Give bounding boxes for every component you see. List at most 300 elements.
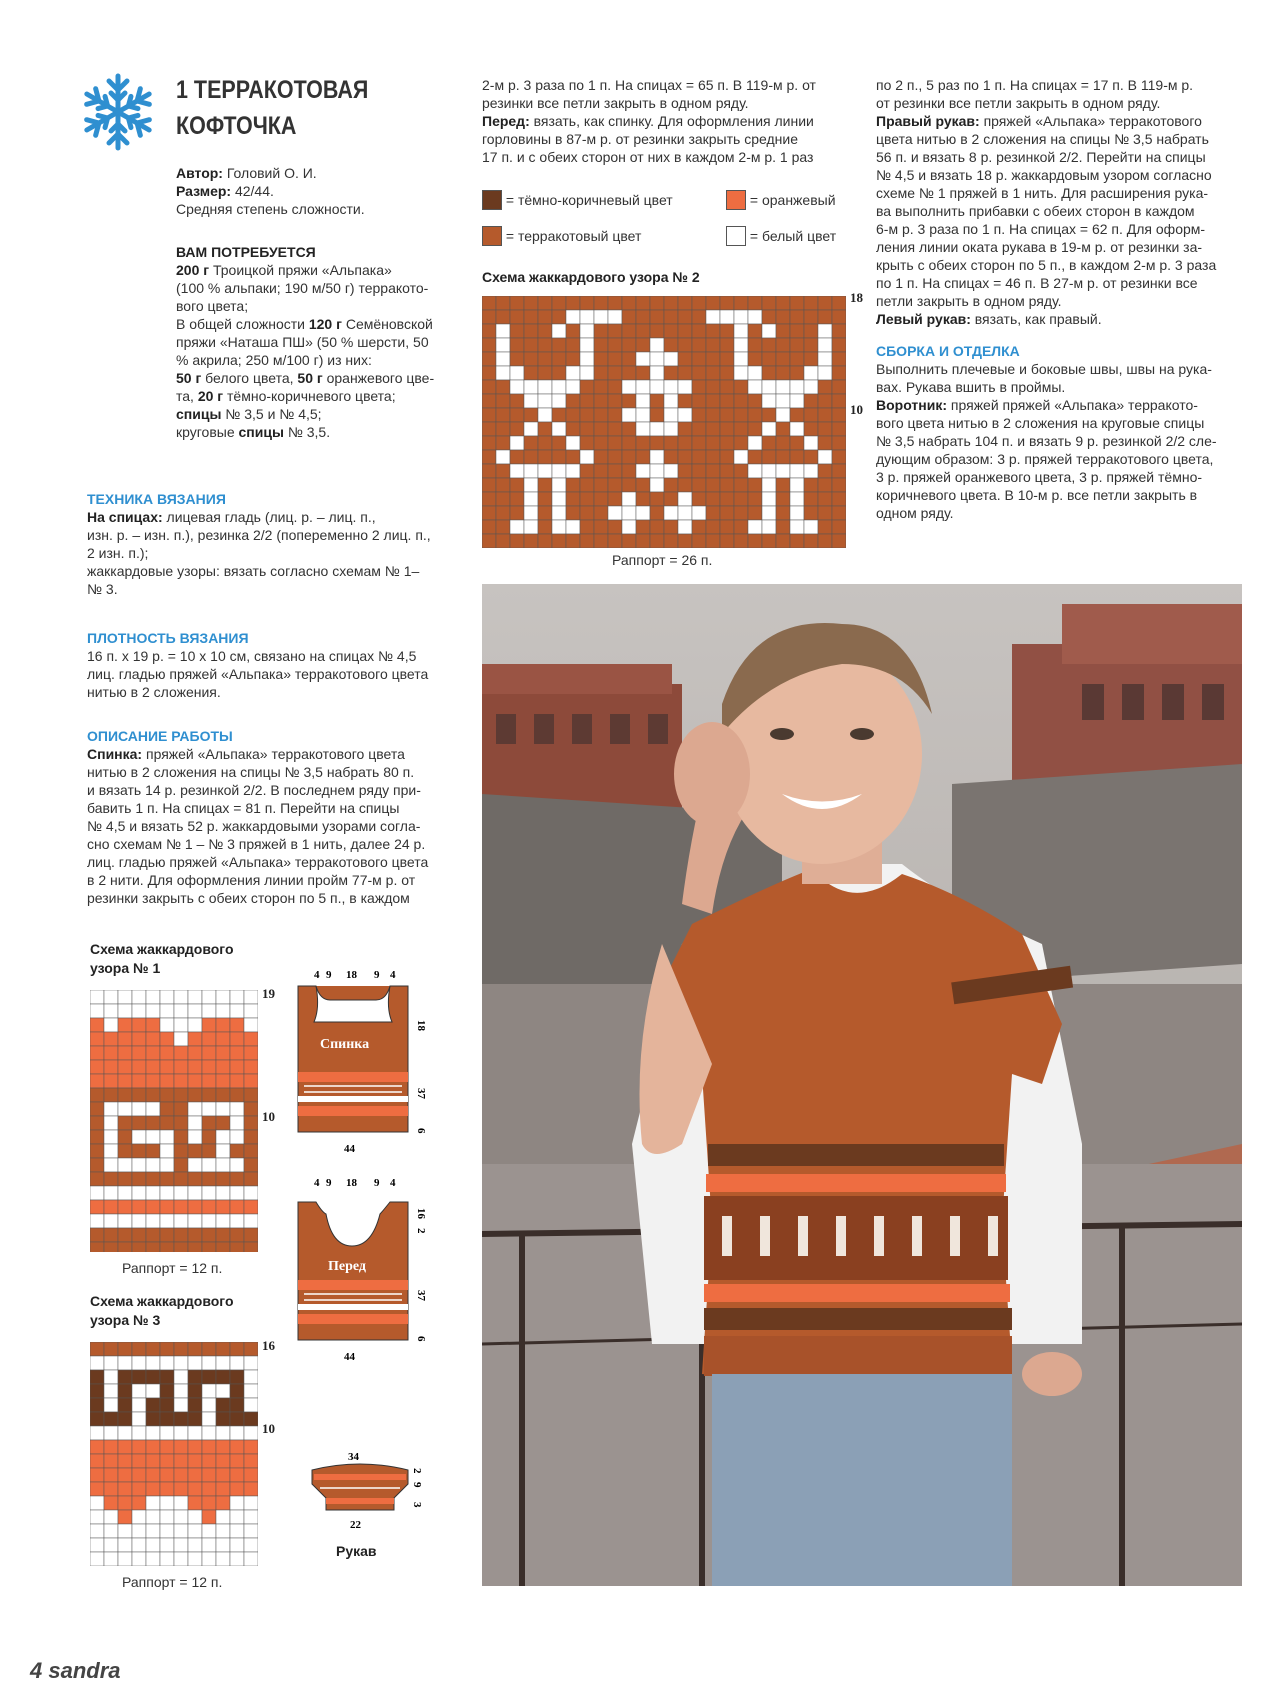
svg-text:3: 3 — [411, 1502, 423, 1508]
chart-cell — [650, 506, 664, 520]
chart-cell — [230, 1214, 244, 1228]
chart-cell — [132, 1004, 146, 1018]
chart-cell — [636, 310, 650, 324]
chart-cell — [230, 1144, 244, 1158]
chart-cell — [720, 492, 734, 506]
difficulty: Средняя степень сложности. — [176, 201, 365, 217]
chart-cell — [762, 436, 776, 450]
chart-cell — [216, 1200, 230, 1214]
chart-cell — [678, 408, 692, 422]
chart-cell — [580, 450, 594, 464]
chart-cell — [706, 338, 720, 352]
chart-cell — [216, 1158, 230, 1172]
chart-cell — [90, 1426, 104, 1440]
chart-cell — [818, 366, 832, 380]
chart-cell — [832, 422, 846, 436]
t: дующим образом: 3 р. пряжей терракотового цвета, — [876, 451, 1214, 467]
t: коричневого цвета. В 10-м р. все петли закрыть в — [876, 487, 1198, 503]
t: вязать, как спинку. Для оформления линии — [529, 113, 814, 129]
scheme2-repeat: Раппорт = 26 п. — [612, 552, 713, 568]
t: тёмно-коричневого цвета; — [223, 388, 396, 404]
chart-cell — [510, 352, 524, 366]
chart-cell — [720, 422, 734, 436]
svg-text:2: 2 — [411, 1468, 423, 1474]
chart-cell — [664, 380, 678, 394]
chart-cell — [174, 1440, 188, 1454]
chart-cell — [104, 1454, 118, 1468]
chart-cell — [622, 478, 636, 492]
legend-item — [726, 226, 836, 246]
t: вого цвета; — [176, 298, 249, 314]
density-block — [87, 629, 452, 701]
chart-cell — [188, 1510, 202, 1524]
chart-cell — [188, 1046, 202, 1060]
technique-heading: ТЕХНИКА ВЯЗАНИЯ — [87, 491, 226, 507]
chart-cell — [818, 464, 832, 478]
description-block — [87, 727, 452, 907]
chart-cell — [146, 1426, 160, 1440]
t: белого цвета, — [201, 370, 298, 386]
chart-cell — [244, 1032, 258, 1046]
chart-cell — [622, 352, 636, 366]
chart-cell — [174, 1116, 188, 1130]
chart-cell — [202, 1384, 216, 1398]
chart-cell — [818, 534, 832, 548]
chart-cell — [608, 422, 622, 436]
chart-cell — [118, 1468, 132, 1482]
chart-cell — [174, 1144, 188, 1158]
chart-cell — [90, 1356, 104, 1370]
chart-cell — [790, 422, 804, 436]
chart-cell — [566, 380, 580, 394]
chart-cell — [482, 534, 496, 548]
t: круговые — [176, 424, 239, 440]
chart-cell — [104, 1412, 118, 1426]
chart-cell — [552, 450, 566, 464]
chart-cell — [132, 1552, 146, 1566]
chart-cell — [216, 1440, 230, 1454]
chart-cell — [174, 1046, 188, 1060]
chart-cell — [482, 478, 496, 492]
chart-cell — [538, 366, 552, 380]
chart-cell — [790, 296, 804, 310]
chart-cell — [174, 1538, 188, 1552]
chart-cell — [664, 408, 678, 422]
chart-cell — [496, 380, 510, 394]
scheme1-repeat: Раппорт = 12 п. — [122, 1260, 223, 1276]
chart-cell — [174, 1074, 188, 1088]
chart-cell — [762, 422, 776, 436]
chart-cell — [188, 1102, 202, 1116]
chart-cell — [748, 338, 762, 352]
scheme3-row-16: 16 — [262, 1338, 275, 1353]
chart-cell — [510, 310, 524, 324]
chart-cell — [132, 1130, 146, 1144]
chart-cell — [748, 534, 762, 548]
swatch-terracotta — [482, 226, 502, 246]
chart-cell — [118, 990, 132, 1004]
chart-cell — [174, 1426, 188, 1440]
chart-cell — [832, 380, 846, 394]
chart-cell — [734, 450, 748, 464]
scheme2-row-18: 18 — [850, 290, 863, 305]
chart-cell — [202, 1242, 216, 1252]
chart-cell — [692, 394, 706, 408]
chart-cell — [160, 1342, 174, 1356]
chart-cell — [174, 1524, 188, 1538]
chart-cell — [104, 1510, 118, 1524]
chart-cell — [118, 1088, 132, 1102]
chart-cell — [650, 366, 664, 380]
chart-cell — [174, 990, 188, 1004]
chart-cell — [160, 1102, 174, 1116]
chart-cell — [104, 1384, 118, 1398]
chart-cell — [608, 478, 622, 492]
chart-cell — [244, 1398, 258, 1412]
scheme1-grid — [90, 990, 258, 1252]
chart-cell — [580, 436, 594, 450]
chart-cell — [132, 1018, 146, 1032]
chart-cell — [720, 338, 734, 352]
chart-cell — [734, 296, 748, 310]
chart-cell — [790, 520, 804, 534]
chart-cell — [664, 506, 678, 520]
chart-cell — [678, 338, 692, 352]
chart-cell — [146, 1538, 160, 1552]
chart-cell — [160, 1046, 174, 1060]
chart-cell — [174, 1412, 188, 1426]
chart-cell — [580, 464, 594, 478]
chart-cell — [90, 1130, 104, 1144]
chart-cell — [790, 534, 804, 548]
t: Правый рукав: — [876, 113, 980, 129]
t: Спинка: — [87, 746, 143, 762]
chart-cell — [104, 1200, 118, 1214]
chart-cell — [762, 478, 776, 492]
chart-cell — [244, 1496, 258, 1510]
chart-cell — [804, 338, 818, 352]
chart-cell — [132, 1370, 146, 1384]
chart-cell — [188, 1454, 202, 1468]
chart-cell — [174, 1088, 188, 1102]
back-w1: 4 — [314, 969, 320, 981]
chart-cell — [524, 394, 538, 408]
color-legend — [482, 186, 852, 252]
chart-cell — [622, 422, 636, 436]
chart-cell — [146, 1214, 160, 1228]
chart-cell — [566, 296, 580, 310]
chart-cell — [608, 506, 622, 520]
chart-cell — [216, 1370, 230, 1384]
chart-cell — [104, 1370, 118, 1384]
chart-cell — [90, 1200, 104, 1214]
chart-cell — [538, 520, 552, 534]
chart-cell — [118, 1074, 132, 1088]
chart-cell — [734, 408, 748, 422]
chart-cell — [90, 1018, 104, 1032]
chart-cell — [636, 352, 650, 366]
chart-cell — [482, 296, 496, 310]
chart-cell — [790, 436, 804, 450]
chart-cell — [636, 380, 650, 394]
chart-cell — [202, 1510, 216, 1524]
chart-cell — [90, 1510, 104, 1524]
chart-cell — [832, 366, 846, 380]
chart-cell — [594, 520, 608, 534]
chart-cell — [230, 1242, 244, 1252]
chart-cell — [244, 1088, 258, 1102]
scheme1-row-19: 19 — [262, 986, 275, 1001]
chart-cell — [216, 1468, 230, 1482]
chart-cell — [132, 1116, 146, 1130]
chart-cell — [202, 1228, 216, 1242]
t: цвета нитью в 2 сложения на спицы № 3,5 набрать — [876, 131, 1209, 147]
chart-cell — [244, 1454, 258, 1468]
chart-cell — [804, 422, 818, 436]
chart-cell — [734, 436, 748, 450]
chart-cell — [202, 1398, 216, 1412]
t: резинки все петли закрыть в одном ряду. — [482, 95, 749, 111]
chart-cell — [244, 1046, 258, 1060]
chart-cell — [104, 1440, 118, 1454]
chart-cell — [202, 1074, 216, 1088]
chart-cell — [636, 534, 650, 548]
chart-cell — [636, 324, 650, 338]
chart-cell — [160, 1214, 174, 1228]
t: оранжевого цве- — [322, 370, 435, 386]
chart-cell — [132, 1440, 146, 1454]
chart-cell — [804, 296, 818, 310]
chart-cell — [762, 506, 776, 520]
chart-cell — [244, 1482, 258, 1496]
chart-cell — [188, 1370, 202, 1384]
chart-cell — [762, 464, 776, 478]
legend-item — [726, 190, 836, 210]
chart-cell — [622, 296, 636, 310]
chart-cell — [90, 1524, 104, 1538]
t: 20 г — [197, 388, 224, 404]
chart-cell — [552, 408, 566, 422]
chart-cell — [762, 534, 776, 548]
chart-cell — [650, 436, 664, 450]
chart-cell — [146, 1510, 160, 1524]
chart-cell — [538, 422, 552, 436]
chart-cell — [566, 534, 580, 548]
chart-cell — [188, 1468, 202, 1482]
chart-cell — [174, 1186, 188, 1200]
chart-cell — [496, 394, 510, 408]
svg-text:9: 9 — [374, 1177, 380, 1189]
chart-cell — [720, 478, 734, 492]
chart-cell — [160, 1356, 174, 1370]
t: резинки закрыть с обеих сторон по 5 п., в каждом — [87, 890, 410, 906]
chart-cell — [482, 492, 496, 506]
chart-cell — [734, 352, 748, 366]
chart-cell — [160, 1116, 174, 1130]
chart-cell — [622, 506, 636, 520]
chart-cell — [230, 1356, 244, 1370]
chart-cell — [104, 1426, 118, 1440]
chart-cell — [510, 338, 524, 352]
chart-cell — [706, 436, 720, 450]
svg-text:37: 37 — [415, 1088, 427, 1099]
chart-cell — [90, 990, 104, 1004]
chart-cell — [146, 1496, 160, 1510]
svg-text:18: 18 — [346, 1177, 357, 1189]
chart-cell — [90, 1032, 104, 1046]
chart-cell — [104, 990, 118, 1004]
chart-cell — [804, 352, 818, 366]
chart-cell — [552, 436, 566, 450]
chart-cell — [146, 1060, 160, 1074]
assembly-heading: СБОРКА И ОТДЕЛКА — [876, 343, 1020, 359]
col2-block — [482, 76, 846, 166]
svg-text:44: 44 — [344, 1351, 355, 1363]
chart-cell — [594, 492, 608, 506]
chart-cell — [202, 1342, 216, 1356]
chart-cell — [622, 366, 636, 380]
chart-cell — [132, 1468, 146, 1482]
chart-cell — [678, 520, 692, 534]
chart-cell — [202, 1130, 216, 1144]
chart-cell — [174, 1384, 188, 1398]
chart-cell — [230, 1510, 244, 1524]
chart-cell — [160, 1370, 174, 1384]
chart-cell — [832, 296, 846, 310]
t: ва выполнить прибавки с обеих сторон в каждом — [876, 203, 1195, 219]
chart-cell — [496, 534, 510, 548]
chart-cell — [678, 296, 692, 310]
chart-cell — [608, 352, 622, 366]
chart-cell — [132, 1074, 146, 1088]
chart-cell — [510, 436, 524, 450]
chart-cell — [552, 506, 566, 520]
chart-cell — [678, 324, 692, 338]
chart-cell — [566, 464, 580, 478]
chart-cell — [566, 520, 580, 534]
chart-cell — [692, 366, 706, 380]
sleeve-label: Рукав — [336, 1543, 377, 1559]
chart-cell — [230, 1116, 244, 1130]
chart-cell — [496, 506, 510, 520]
chart-cell — [216, 1172, 230, 1186]
chart-cell — [776, 352, 790, 366]
chart-cell — [118, 1158, 132, 1172]
chart-cell — [230, 990, 244, 1004]
chart-cell — [790, 324, 804, 338]
chart-cell — [650, 422, 664, 436]
chart-cell — [734, 380, 748, 394]
chart-cell — [608, 324, 622, 338]
chart-cell — [482, 408, 496, 422]
chart-cell — [216, 1144, 230, 1158]
chart-cell — [482, 352, 496, 366]
chart-cell — [566, 492, 580, 506]
chart-cell — [720, 310, 734, 324]
chart-cell — [566, 338, 580, 352]
scheme3-title — [90, 1292, 234, 1330]
t: 120 г — [308, 316, 342, 332]
chart-cell — [580, 520, 594, 534]
density-heading: ПЛОТНОСТЬ ВЯЗАНИЯ — [87, 630, 249, 646]
chart-cell — [832, 534, 846, 548]
chart-cell — [482, 506, 496, 520]
chart-cell — [748, 324, 762, 338]
legend-label: = терракотовый цвет — [505, 228, 642, 244]
chart-cell — [216, 1384, 230, 1398]
chart-cell — [510, 394, 524, 408]
chart-cell — [146, 1412, 160, 1426]
chart-cell — [664, 310, 678, 324]
chart-cell — [762, 492, 776, 506]
chart-cell — [132, 1426, 146, 1440]
chart-cell — [580, 324, 594, 338]
legend-label: = оранжевый — [749, 192, 836, 208]
chart-cell — [160, 1384, 174, 1398]
chart-cell — [720, 520, 734, 534]
chart-cell — [118, 1524, 132, 1538]
chart-cell — [202, 1158, 216, 1172]
chart-cell — [146, 1468, 160, 1482]
chart-cell — [216, 1496, 230, 1510]
chart-cell — [118, 1496, 132, 1510]
legend-label: = тёмно-коричневый цвет — [505, 192, 673, 208]
chart-cell — [160, 1200, 174, 1214]
chart-cell — [552, 338, 566, 352]
t: 50 г — [297, 370, 323, 386]
chart-cell — [622, 492, 636, 506]
chart-cell — [482, 436, 496, 450]
chart-cell — [804, 324, 818, 338]
chart-cell — [818, 436, 832, 450]
t: вого цвета нитью в 2 сложения на круговые спицы — [876, 415, 1205, 431]
chart-cell — [622, 534, 636, 548]
chart-cell — [692, 352, 706, 366]
chart-cell — [678, 506, 692, 520]
chart-cell — [678, 366, 692, 380]
chart-cell — [174, 1552, 188, 1566]
chart-cell — [146, 1440, 160, 1454]
t: 3 р. пряжей оранжевого цвета, 3 р. пряжей тёмно- — [876, 469, 1203, 485]
chart-cell — [104, 1242, 118, 1252]
t: В общей сложности — [176, 316, 309, 332]
chart-cell — [818, 394, 832, 408]
chart-cell — [720, 352, 734, 366]
chart-cell — [594, 422, 608, 436]
chart-cell — [216, 1060, 230, 1074]
chart-cell — [230, 1482, 244, 1496]
chart-cell — [118, 1426, 132, 1440]
chart-cell — [104, 1398, 118, 1412]
chart-cell — [580, 534, 594, 548]
chart-cell — [552, 324, 566, 338]
chart-cell — [748, 520, 762, 534]
chart-cell — [202, 1538, 216, 1552]
chart-cell — [216, 1356, 230, 1370]
chart-cell — [146, 1200, 160, 1214]
chart-cell — [776, 506, 790, 520]
chart-cell — [188, 1060, 202, 1074]
schematic-sleeve — [300, 1448, 430, 1568]
chart-cell — [580, 380, 594, 394]
chart-cell — [496, 324, 510, 338]
chart-cell — [188, 1074, 202, 1088]
chart-cell — [734, 478, 748, 492]
chart-cell — [202, 1018, 216, 1032]
chart-cell — [636, 520, 650, 534]
chart-cell — [118, 1510, 132, 1524]
t: нитью в 2 сложения на спицы № 3,5 набрать 80 п. — [87, 764, 415, 780]
